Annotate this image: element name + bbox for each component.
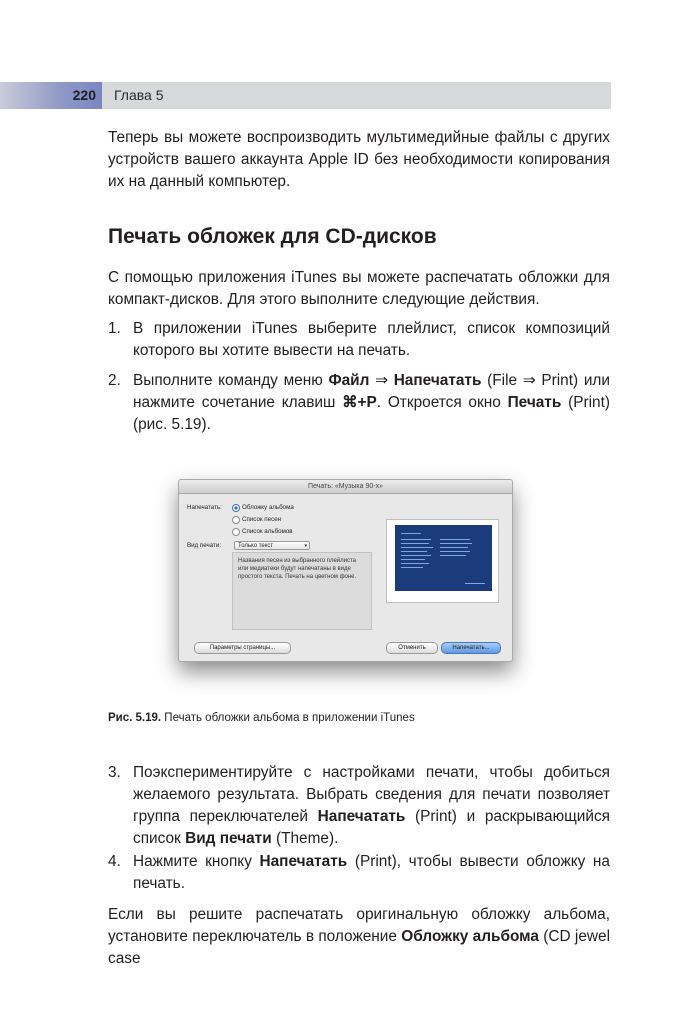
cancel-button[interactable]: Отменить	[386, 642, 438, 654]
list-item	[108, 318, 610, 362]
list-number: 2.	[108, 372, 121, 389]
list-item	[108, 762, 610, 850]
page-number-tab	[0, 82, 102, 109]
list-number: 3.	[108, 764, 121, 781]
radio-album-list[interactable]	[232, 528, 240, 536]
radio-album-cover[interactable]	[232, 504, 240, 512]
figure-caption: Рис. 5.19. Печать обложки альбома в приложении iTunes	[108, 712, 415, 724]
radio-label: Обложку альбома	[242, 504, 294, 511]
theme-description: Названия песен из выбранного плейлиста или медиатеки будут напечатаны в виде простого текста. Печать на цветном фоне.	[232, 552, 372, 630]
print-preview	[386, 519, 499, 603]
section-paragraph: С помощью приложения iTunes вы можете распечатать обложки для компакт-дисков. Для этого выполните следующие действия.	[108, 269, 610, 308]
list-text: Поэкспериментируйте с настройками печати, чтобы добиться желаемого результата. Выбрать сведения для печати позволяет группа переключателей Напечатать (Print) и раскрывающийся список Вид печати (Theme).	[133, 764, 610, 847]
chevron-down-icon: ▾	[304, 543, 307, 549]
intro-paragraph: Теперь вы можете воспроизводить мультимедийные файлы с других устройств вашего аккаунта Apple ID без необходимости копирования их на данный компьютер.	[108, 129, 610, 190]
dialog-title: Печать: «Музыка 90-х»	[179, 480, 512, 494]
radio-song-list[interactable]	[232, 516, 240, 524]
section-heading: Печать обложек для CD-дисков	[108, 225, 437, 248]
list-text: Выполните команду меню Файл ⇒ Напечатать (File ⇒ Print) или нажмите сочетание клавиш ⌘+P. Откроется окно Печать (Print) (рис. 5.19).	[133, 372, 610, 433]
list-number: 1.	[108, 320, 121, 337]
radio-label: Список песен	[242, 516, 282, 523]
list-number: 4.	[108, 853, 121, 870]
list-text: В приложении iTunes выберите плейлист, список композиций которого вы хотите вывести на печать.	[133, 320, 610, 359]
print-label: Напечатать:	[187, 504, 222, 511]
chapter-label: Глава 5	[114, 87, 164, 103]
list-item	[108, 370, 610, 436]
theme-select[interactable]: Только текст ▾	[234, 541, 310, 550]
preview-thumbnail	[395, 525, 492, 591]
page-setup-button[interactable]: Параметры страницы...	[194, 642, 291, 654]
final-paragraph: Если вы решите распечатать оригинальную обложку альбома, установите переключатель в положение Обложку альбома (CD jewel case	[108, 906, 611, 967]
list-text: Нажмите кнопку Напечатать (Print), чтобы вывести обложку на печать.	[133, 853, 610, 892]
print-dialog-figure	[178, 479, 513, 662]
page-number: 220	[72, 87, 96, 103]
list-item	[108, 851, 610, 895]
print-button[interactable]: Напечатать...	[441, 642, 501, 654]
theme-label: Вид печати:	[187, 542, 222, 549]
radio-label: Список альбомов	[242, 528, 293, 535]
